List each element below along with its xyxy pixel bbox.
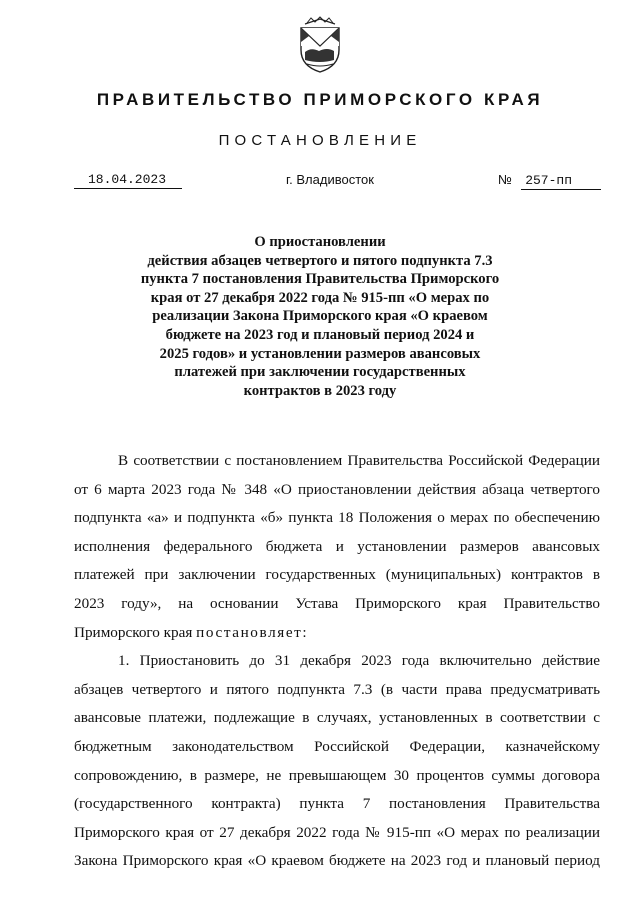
subject-line: реализации Закона Приморского края «О краевом (152, 308, 488, 325)
document-city: г. Владивосток (286, 172, 374, 187)
item1-line: Приморского края от 27 декабря 2022 года № 915-пп «О мерах по реализации (74, 823, 600, 841)
subject-line: бюджете на 2023 год и плановый период 2024 и (165, 326, 475, 343)
subject-line: 2025 годов» и установлении размеров авансовых (159, 345, 481, 362)
government-title: ПРАВИТЕЛЬСТВО ПРИМОРСКОГО КРАЯ (96, 90, 544, 109)
item1-line: абзацев четвертого и пятого подпункта 7.3 (в части права предусматривать (74, 680, 600, 698)
subject-line: контрактов в 2023 году (243, 382, 397, 399)
preamble-line: исполнения федерального бюджета и установлении размеров авансовых (74, 537, 600, 555)
item1-line: Закона Приморского края «О краевом бюджете на 2023 год и плановый период (74, 852, 600, 870)
subject-line: края от 27 декабря 2022 года № 915-пп «О мерах по (150, 289, 490, 306)
coat-of-arms-emblem (297, 16, 343, 74)
preamble-line: от 6 марта 2023 года № 348 «О приостановлении действия абзаца четвертого (74, 480, 600, 498)
document-number-block (498, 172, 601, 190)
preamble-line: В соответствии с постановлением Правительства Российской Федерации (118, 452, 600, 469)
subject-line: действия абзацев четвертого и пятого подпункта 7.3 (147, 252, 493, 269)
preamble-line: подпункта «а» и подпункта «б» пункта 18 Положения о мерах по обеспечению (74, 509, 600, 527)
document-type: ПОСТАНОВЛЕНИЕ (218, 132, 422, 149)
preamble-line: платежей при заключении государственных (муниципальных) контрактов в (74, 566, 600, 584)
subject-line: О приостановлении (254, 234, 386, 250)
preamble-last-line (74, 619, 600, 648)
preamble-line: 2023 году», на основании Устава Приморского края Правительство (74, 594, 600, 612)
item1-line: 1. Приостановить до 31 декабря 2023 года включительно действие (118, 652, 600, 670)
resolves-word: постановляет: (196, 623, 309, 641)
document-subject (130, 233, 510, 400)
item1-line: сопровождению, в размере, не превышающем 30 процентов суммы договора (74, 766, 600, 784)
number-label: № (498, 172, 512, 187)
item1-line: авансовые платежи, подлежащие в случаях, установленных в соответствии с (74, 709, 600, 727)
document-number: 257-пп (521, 173, 601, 190)
document-date: 18.04.2023 (74, 172, 182, 189)
subject-line: пункта 7 постановления Правительства Приморского (140, 271, 500, 288)
item1-line: бюджетным законодательством Российской Федерации, казначейскому (74, 737, 600, 755)
subject-line: платежей при заключении государственных (174, 364, 466, 381)
preamble-last-text: Приморского края (74, 623, 193, 641)
item1-line: (государственного контракта) пункта 7 постановления Правительства (74, 795, 600, 813)
document-body (74, 447, 600, 876)
